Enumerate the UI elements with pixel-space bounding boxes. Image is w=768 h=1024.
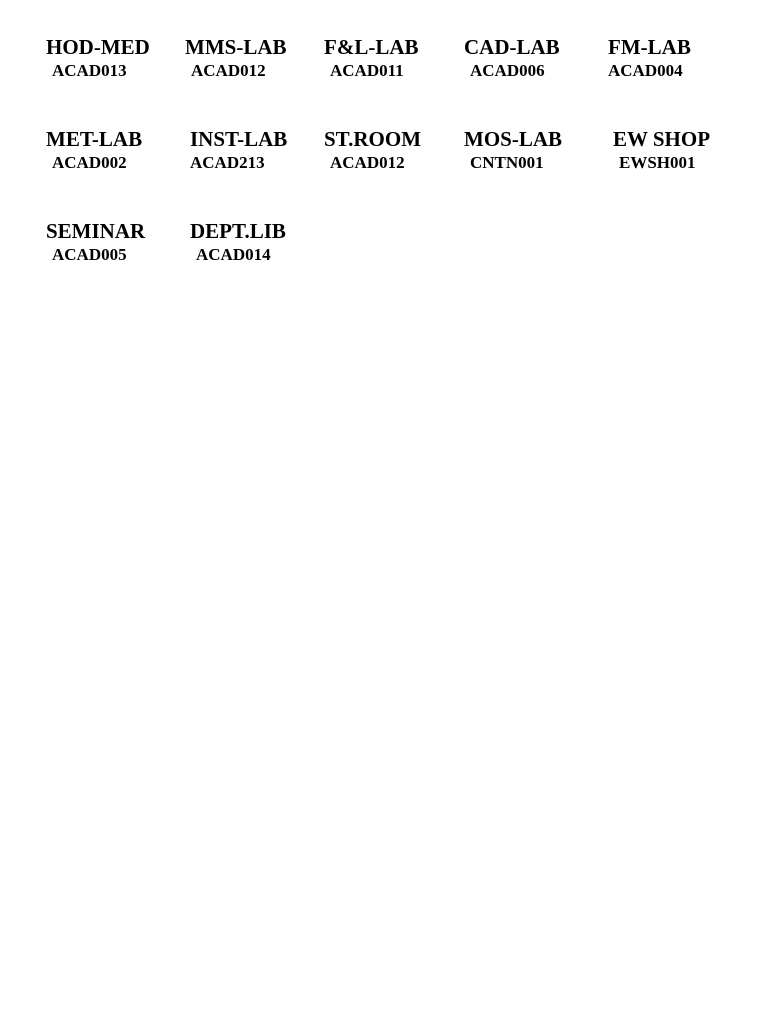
- room-code: ACAD012: [330, 153, 405, 172]
- room-name: FM-LAB: [608, 35, 691, 59]
- room-name: MMS-LAB: [185, 35, 287, 59]
- room-code: ACAD002: [52, 153, 127, 172]
- room-code: ACAD004: [608, 61, 683, 80]
- room-code: ACAD011: [330, 61, 404, 80]
- room-code: ACAD006: [470, 61, 545, 80]
- room-name: INST-LAB: [190, 127, 288, 151]
- room-name: EW SHOP: [613, 127, 711, 151]
- room-name: ST.ROOM: [324, 127, 422, 151]
- room-name: MOS-LAB: [464, 127, 563, 151]
- room-name: DEPT.LIB: [190, 219, 286, 243]
- room-code: ACAD005: [52, 245, 127, 264]
- room-name: SEMINAR: [46, 219, 146, 243]
- room-code: ACAD012: [191, 61, 266, 80]
- room-code: ACAD013: [52, 61, 127, 80]
- room-code: ACAD213: [190, 153, 265, 172]
- room-code: EWSH001: [619, 153, 696, 172]
- room-name: CAD-LAB: [464, 35, 560, 59]
- room-name: F&L-LAB: [324, 35, 419, 59]
- room-code: ACAD014: [196, 245, 271, 264]
- room-name: HOD-MED: [46, 35, 150, 59]
- room-code: CNTN001: [470, 153, 544, 172]
- room-name: MET-LAB: [46, 127, 143, 151]
